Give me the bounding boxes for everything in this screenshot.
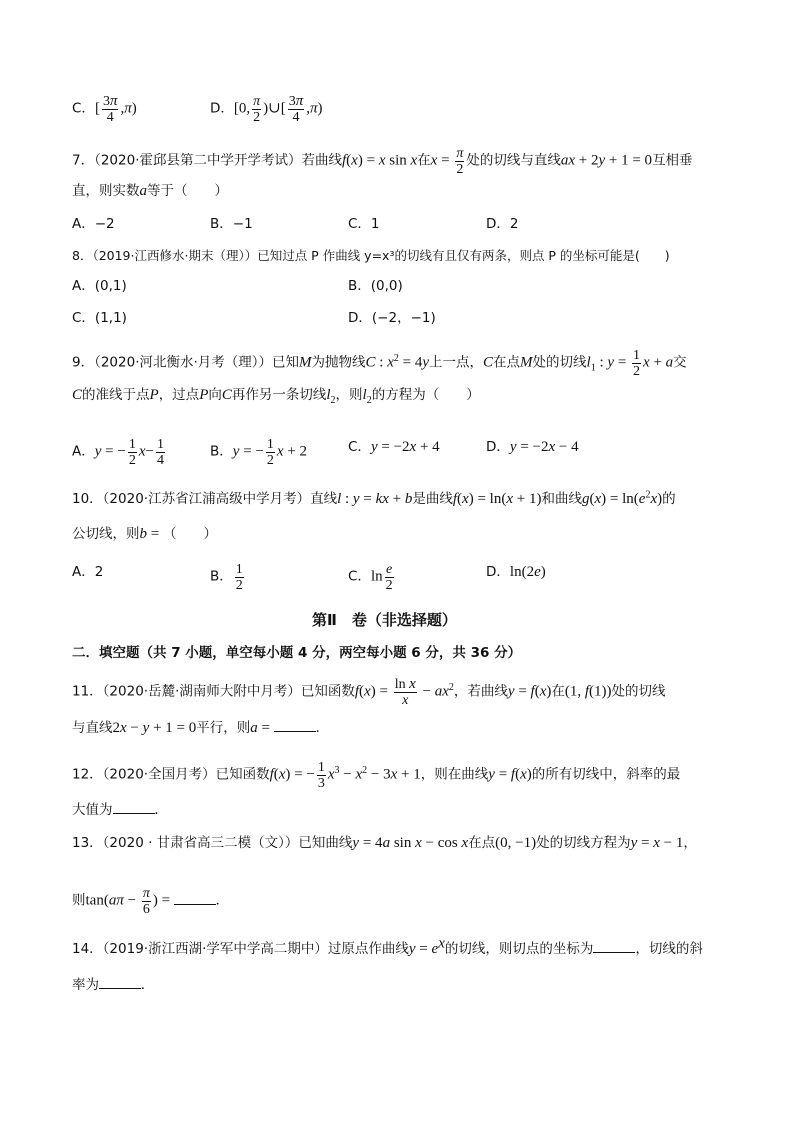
- q12-line2: 大值为: [72, 802, 113, 818]
- q9-text-a: 为抛物线: [311, 354, 366, 371]
- q9-line2-f: 的方程为（ ）: [371, 387, 480, 403]
- q10-stem-line2: 公切线，则b = （ ）: [72, 526, 217, 542]
- q10-text-b: 和曲线: [541, 491, 582, 507]
- q10-option-d-label: D．: [486, 564, 510, 580]
- q10-option-a: A．2: [72, 564, 104, 580]
- q11-answer-blank[interactable]: [274, 717, 316, 732]
- q13-answer-blank[interactable]: [174, 890, 216, 905]
- q14-line2: 率为: [72, 977, 99, 993]
- q7-stem-line1: 7．（2020·霍邱县第二中学开学考试）若曲线f(x) = x sin x在x = $\frac{\pi}{2}$ 处的切线与直线ax + 2y + 1 = 0互相垂: [72, 146, 693, 177]
- q12-text-a: ，则在曲线: [420, 766, 489, 783]
- q10-option-b-label: B．: [210, 568, 233, 585]
- q8-option-b: B．(0,0): [348, 278, 403, 294]
- q9-line2-a: 的准线于点: [82, 387, 150, 403]
- q10-option-c: C．ln $\frac{e}{2}$: [348, 562, 393, 593]
- q14-text-a: 的切线，则切点的坐标为: [444, 941, 594, 957]
- q9-option-a-label: A．: [72, 443, 95, 460]
- q14-stem-line2: [72, 974, 145, 996]
- q6-option-c: C．[ $\frac{3\pi}{4}$ ,π): [72, 93, 137, 125]
- q9-text-c: 在点: [493, 354, 521, 371]
- q12-stem-line1: 12．（2020·全国月考）已知函数f(x) = − $\frac{1}{3}$ $x^3 - x^2 - 3x + 1$，则在曲线y = f(x)的所有切线中，斜率的最: [72, 760, 681, 791]
- q11-line2-end: .: [315, 720, 320, 736]
- q8-option-a: A．(0,1): [72, 278, 127, 294]
- q6-option-c-label: C．: [72, 100, 95, 117]
- q10-line2: 公切线，则: [72, 526, 140, 542]
- q9-line2-d: 再作另一条切线: [231, 387, 327, 403]
- q9-option-b-label: B．: [210, 443, 233, 460]
- q14-answer-blank-1[interactable]: [593, 938, 635, 953]
- q9-stem-line1: 9．（2020·河北衡水·月考（理））已知M为抛物线C : $x^2 = 4y$上一点，C在点M处的切线$l_1$ : y = $\frac{1}{2}$ x + a交: [72, 348, 687, 379]
- q12-line2-end: .: [154, 802, 159, 818]
- q9-option-a: A．y = − $\frac{1}{2}$ x− $\frac{1}{4}$: [72, 437, 164, 468]
- q8-option-d: D．(−2，−1): [348, 310, 436, 326]
- q11-text-c: 处的切线: [611, 683, 666, 700]
- q10-option-b: B． $\frac{1}{2}$: [210, 562, 243, 593]
- q13-text-a: 在点: [468, 835, 496, 851]
- q10-text-a: 是曲线: [412, 491, 453, 507]
- q11-prefix: 11．（2020·岳麓·湖南师大附中月考）已知函数: [72, 683, 355, 700]
- q8-stem: 8．（2019·江西修水·期末（理））已知过点 P 作曲线 y=x³的切线有且仅有两条，则点 P 的坐标可能是( ): [72, 248, 670, 263]
- q9-line2-b: ，过点: [158, 387, 200, 403]
- q13-text-b: 处的切线方程为: [536, 835, 631, 851]
- q10-line2-end: （ ）: [162, 526, 217, 542]
- q7-option-a: A．−2: [72, 216, 115, 232]
- q9-option-d-label: D．: [486, 439, 510, 455]
- q13-stem-line2: 则tan(aπ − $\frac{\pi}{6}$ ) = .: [72, 886, 220, 917]
- part2-section-header: 二．填空题（共 7 小题，单空每小题 4 分，两空每小题 6 分，共 36 分）: [72, 645, 522, 661]
- q6-option-d: D．[0, $\frac{\pi}{2}$ )∪[ $\frac{3\pi}{4}$ ,π): [210, 93, 323, 125]
- q12-prefix: 12．（2020·全国月考）已知函数: [72, 766, 270, 783]
- q14-text-b: ，切线的斜: [635, 941, 703, 957]
- q12-stem-line2: [72, 799, 158, 821]
- q11-text-b: 在: [551, 683, 565, 700]
- q13-text-c: ，: [683, 835, 697, 851]
- q13-line2-end: .: [215, 892, 220, 909]
- q7-option-b: B．−1: [210, 216, 253, 232]
- q9-stem-line2: C的准线于点P，过点P向C再作另一条切线$l_2$，则$l_2$的方程为（ ）: [72, 387, 480, 406]
- q14-line2-end: .: [141, 977, 145, 993]
- q14-prefix: 14．（2019·浙江西湖·学军中学高二期中）过原点作曲线: [72, 941, 409, 957]
- q7-text-perp: 互相垂: [652, 152, 693, 169]
- q13-stem-line1: 13．（2020 · 甘肃省高三二模（文））已知曲线y = 4a sin x − cos x在点(0, −1)处的切线方程为y = x − 1，: [72, 835, 697, 851]
- q10-stem-line1: 10．（2020·江苏省江浦高级中学月考）直线l : y = kx + b是曲线f(x) = ln(x + 1)和曲线$g(x) = \ln(e^2x)$的: [72, 489, 676, 507]
- q10-option-c-label: C．: [348, 568, 371, 585]
- q12-text-b: 的所有切线中，斜率的最: [531, 766, 681, 783]
- q9-text-d: 处的切线: [532, 354, 587, 371]
- q7-option-d: D．2: [486, 216, 519, 232]
- q9-option-d: D．y = −2x − 4: [486, 439, 579, 455]
- q9-text-e: 交: [673, 354, 687, 371]
- q13-line2: 则: [72, 892, 86, 909]
- q11-stem-line1: 11．（2020·岳麓·湖南师大附中月考）已知函数f(x) = $\frac{\text{ln x}}{x}$ − $ax^2$，若曲线y = f(x)在(1, f(1))处的切线: [72, 676, 666, 708]
- q10-option-d: D．ln(2e): [486, 564, 546, 580]
- q10-prefix: 10．（2020·江苏省江浦高级中学月考）直线: [72, 491, 338, 507]
- q9-line2-e: ，则: [335, 387, 363, 403]
- part2-title: 第Ⅱ 卷（非选择题）: [312, 611, 457, 629]
- q9-line2-c: 向: [208, 387, 222, 403]
- q11-stem-line2: 与直线2x − y + 1 = 0平行，则a = .: [72, 717, 319, 739]
- q7-text-tangent: 处的切线与直线: [466, 152, 561, 169]
- q9-prefix: 9．（2020·河北衡水·月考（理））已知: [72, 354, 300, 371]
- q6-option-d-label: D．: [210, 100, 234, 117]
- q10-text-c: 的: [662, 491, 676, 507]
- q9-option-b: B．y = − $\frac{1}{2}$ x + 2: [210, 437, 307, 468]
- q8-option-c: C．(1,1): [72, 310, 127, 326]
- q11-line2-b: 平行，则: [196, 720, 251, 736]
- q7-stem-line2: 直，则实数a等于（ ）: [72, 183, 228, 199]
- q7-line2-end: 等于（ ）: [147, 183, 228, 199]
- q7-text-at: 在: [417, 152, 431, 169]
- q9-text-b: 上一点，: [429, 354, 484, 371]
- q9-option-c: C．y = −2x + 4: [348, 439, 440, 455]
- q13-prefix: 13．（2020 · 甘肃省高三二模（文））已知曲线: [72, 835, 353, 851]
- q12-answer-blank[interactable]: [113, 799, 155, 814]
- q7-line2: 直，则实数: [72, 183, 140, 199]
- q14-answer-blank-2[interactable]: [99, 974, 141, 989]
- q11-line2: 与直线: [72, 720, 113, 736]
- q14-stem-line1: 14．（2019·浙江西湖·学军中学高二期中）过原点作曲线$y = e^x$的切线，则切点的坐标为 ，切线的斜: [72, 935, 703, 957]
- q11-text-a: ，若曲线: [453, 683, 508, 700]
- q7-prefix: 7．（2020·霍邱县第二中学开学考试）若曲线: [72, 152, 342, 169]
- q9-option-c-label: C．: [348, 439, 371, 455]
- q7-option-c: C．1: [348, 216, 380, 232]
